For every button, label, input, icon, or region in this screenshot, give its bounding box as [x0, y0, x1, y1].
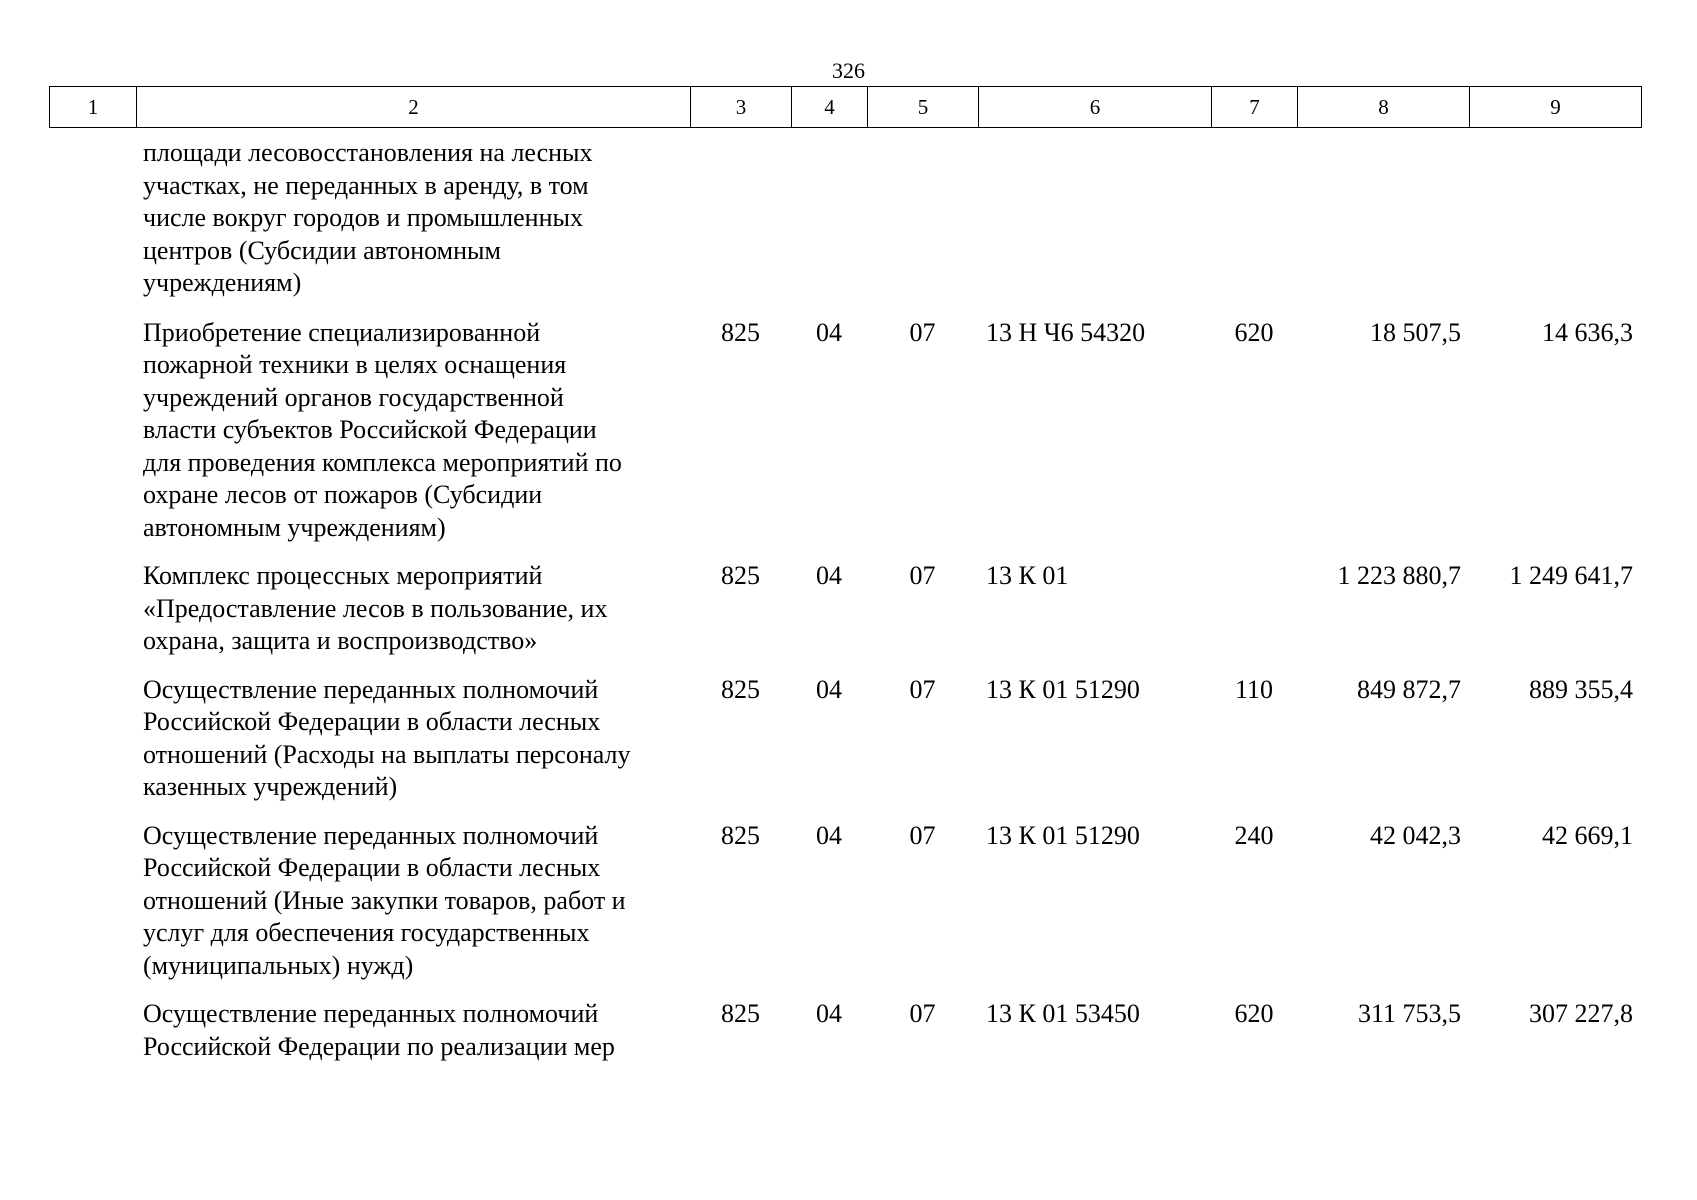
row-sum-year2: 1 249 641,7: [1509, 561, 1633, 590]
row-sum-year2: 307 227,8: [1529, 999, 1633, 1028]
row-sum-year1: 311 753,5: [1357, 999, 1461, 1028]
row-grbs: 825: [721, 674, 760, 704]
row-description: Приобретение специализированной пожарной техники в целях оснащения учреждений органов государственной власти субъектов Российской Федерации для проведения комплекса мероприятий по охране лесов от пожаров (Субсидии автономным учреждениям): [143, 317, 622, 542]
row-csr: 13 Н Ч6 54320: [986, 317, 1146, 347]
row-grbs: 825: [721, 820, 760, 850]
budget-table: [49, 137, 1641, 1079]
row-vr: 620: [1234, 999, 1274, 1028]
row-sum-year2: 42 669,1: [1542, 820, 1633, 850]
row-csr: [978, 137, 1211, 317]
row-pr: 07: [909, 317, 936, 347]
header-col-8: 8: [1298, 87, 1470, 128]
row-grbs: 825: [721, 561, 760, 590]
row-description: Осуществление переданных полномочий Российской Федерации по реализации мер: [143, 999, 615, 1061]
row-vr: 110: [1234, 674, 1274, 704]
row-rz: 04: [816, 561, 842, 590]
table-row: [49, 998, 1641, 1079]
row-csr: 13 К 01 51290: [986, 674, 1140, 704]
row-vr: 240: [1234, 820, 1274, 850]
row-sum-year2: 14 636,3: [1542, 317, 1633, 347]
row-sum-year2: [1469, 137, 1641, 317]
row-rz: [791, 137, 867, 317]
row-grbs: [690, 137, 791, 317]
row-pr: 07: [909, 999, 936, 1028]
row-csr: 13 К 01 53450: [986, 999, 1140, 1028]
row-rz: 04: [816, 674, 842, 704]
row-rz: 04: [816, 999, 842, 1028]
row-description: Осуществление переданных полномочий Российской Федерации в области лесных отношений (Иные закупки товаров, работ и услуг для обеспечения государственных (муниципальных) нужд): [143, 820, 626, 980]
header-col-3: 3: [691, 87, 792, 128]
row-grbs: 825: [721, 999, 760, 1028]
header-col-2: 2: [137, 87, 691, 128]
header-col-4: 4: [792, 87, 868, 128]
row-grbs: 825: [721, 317, 760, 347]
column-number-header: [49, 86, 1642, 128]
header-col-5: 5: [868, 87, 979, 128]
table-row: [49, 820, 1641, 999]
table-row: [49, 560, 1641, 674]
row-rz: 04: [816, 820, 842, 850]
header-col-9: 9: [1470, 87, 1642, 128]
row-sum-year1: [1297, 137, 1469, 317]
row-pr: 07: [909, 561, 936, 590]
row-vr: 620: [1234, 317, 1274, 347]
table-row: [49, 317, 1641, 561]
table-row: [49, 674, 1641, 820]
row-description: Комплекс процессных мероприятий «Предоставление лесов в пользование, их охрана, защита и воспроизводство»: [143, 561, 608, 655]
row-description: площади лесовосстановления на лесных участках, не переданных в аренду, в том числе вокруг городов и промышленных центров (Субсидии автономным учреждениям): [143, 138, 593, 297]
row-csr: 13 К 01 51290: [986, 820, 1140, 850]
table-row: [49, 137, 1641, 317]
header-col-6: 6: [979, 87, 1212, 128]
row-description: Осуществление переданных полномочий Российской Федерации в области лесных отношений (Расходы на выплаты персоналу казенных учреждений): [143, 674, 631, 801]
row-sum-year1: 18 507,5: [1370, 317, 1461, 347]
header-col-1: 1: [50, 87, 137, 128]
header-col-7: 7: [1212, 87, 1298, 128]
row-sum-year2: 889 355,4: [1529, 674, 1633, 704]
page-number: 326: [832, 58, 865, 83]
row-vr: [1211, 560, 1297, 674]
row-sum-year1: 1 223 880,7: [1337, 561, 1461, 590]
row-pr: 07: [909, 674, 936, 704]
row-pr: [867, 137, 978, 317]
row-pr: 07: [909, 820, 936, 850]
row-vr: [1211, 137, 1297, 317]
row-rz: 04: [816, 317, 842, 347]
row-csr: 13 К 01: [986, 561, 1069, 590]
row-sum-year1: 42 042,3: [1370, 820, 1461, 850]
row-sum-year1: 849 872,7: [1357, 674, 1461, 704]
